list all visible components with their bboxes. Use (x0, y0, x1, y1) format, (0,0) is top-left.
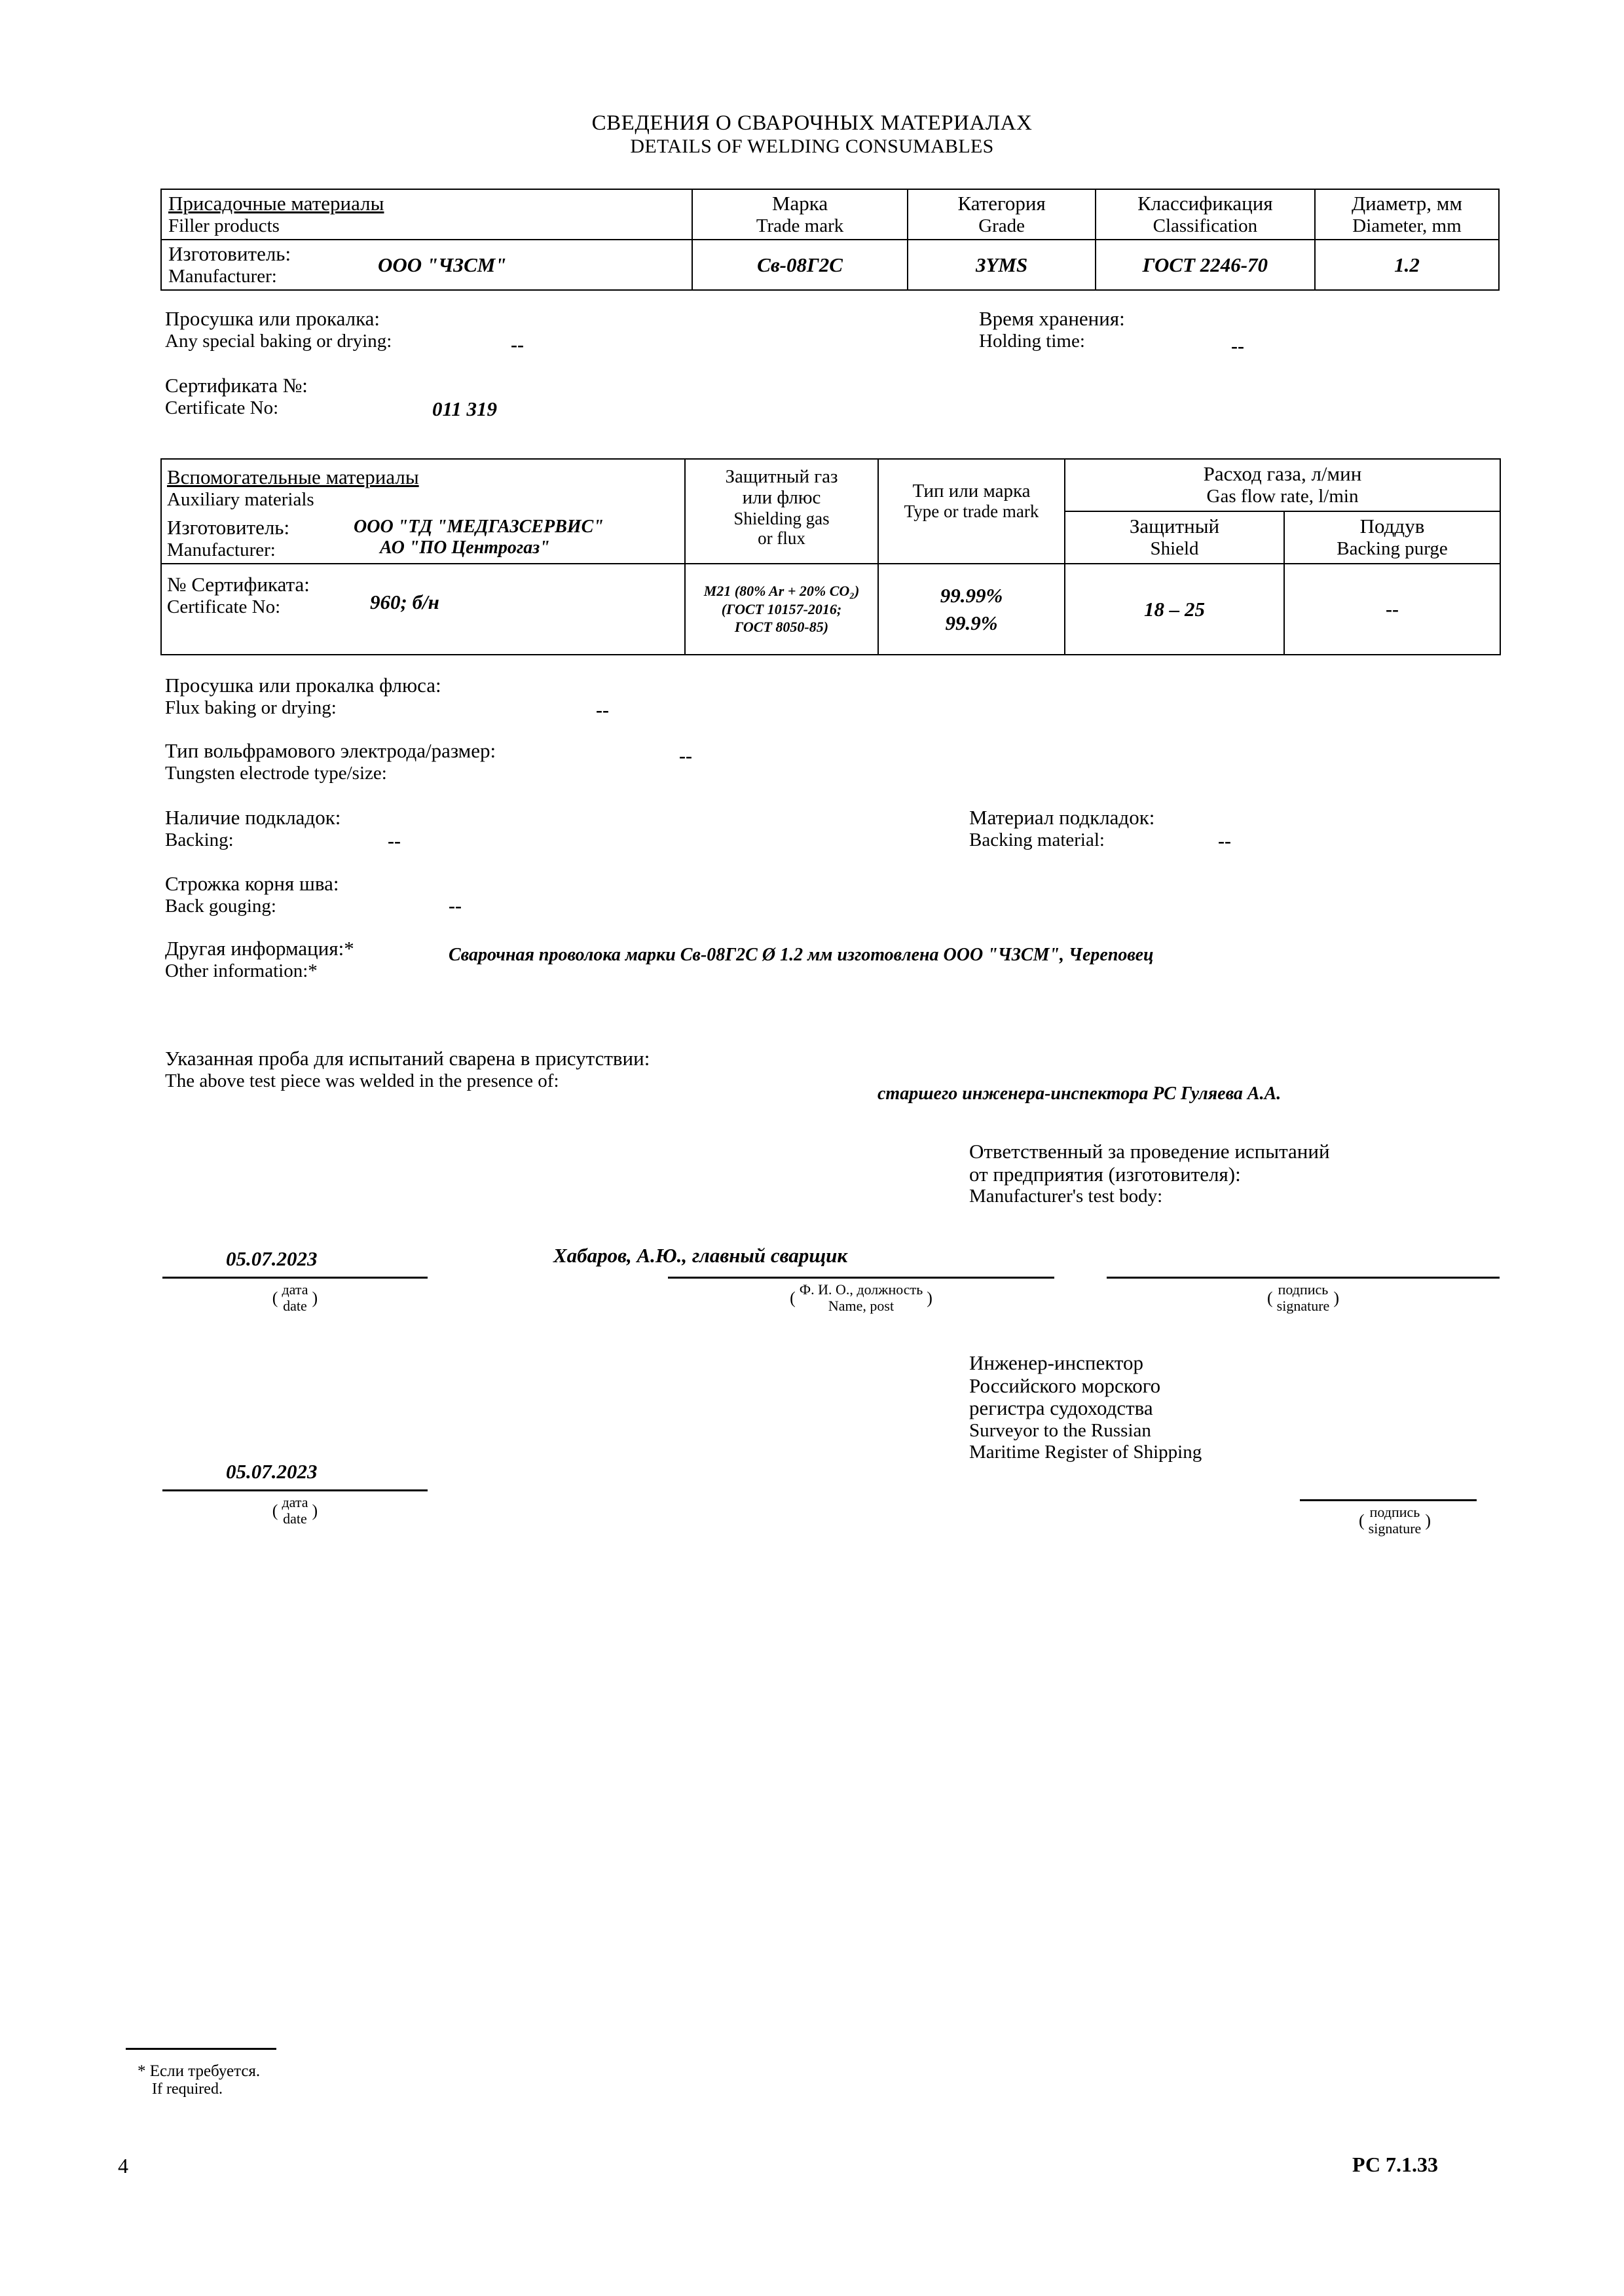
holding-time-value: -- (1231, 335, 1244, 357)
back-gouging-en: Back gouging: (165, 895, 276, 917)
shield-en: Shield (1150, 538, 1199, 560)
grade-value: 3YMS (975, 253, 1028, 276)
manufacturer-ru: Изготовитель: (168, 242, 291, 266)
cell-grade-header (908, 189, 1095, 240)
aux-manufacturer-en: Manufacturer: (167, 539, 276, 560)
cell-classification-header (1096, 189, 1315, 240)
surveyor-en-1: Surveyor to the Russian (969, 1420, 1151, 1442)
flux-baking-label (165, 674, 441, 718)
tungsten-electrode-label (165, 740, 496, 784)
certificate-no-1-label (165, 374, 308, 418)
type-value-2: 99.9% (945, 611, 998, 634)
flux-baking-ru: Просушка или прокалка флюса: (165, 674, 441, 697)
table-row (161, 459, 1500, 511)
responsible-en: Manufacturer's test body: (969, 1186, 1163, 1207)
table-row (161, 189, 1499, 240)
cell-backing-purge-value (1284, 564, 1500, 655)
page-title (0, 111, 1624, 158)
responsible-ru-1: Ответственный за проведение испытаний (969, 1140, 1330, 1163)
aux-certificate-value: 960; б/н (370, 591, 439, 613)
grade-en: Grade (978, 215, 1025, 236)
signature-date-2-rule (162, 1489, 428, 1491)
signature-2-caption: ( подпись signature ) (1359, 1504, 1431, 1537)
certificate-no-1-ru: Сертификата №: (165, 374, 308, 397)
shielding-gas-en-1: Shielding gas (733, 508, 830, 528)
cell-aux-certificate (161, 564, 685, 655)
gas-flow-en: Gas flow rate, l/min (1206, 486, 1359, 507)
certificate-no-1-en: Certificate No: (165, 397, 279, 418)
flux-baking-value: -- (596, 699, 609, 721)
backing-material-label (969, 807, 1154, 850)
cell-type-values (878, 564, 1065, 655)
shield-value: 18 – 25 (1144, 597, 1205, 621)
witness-label (165, 1048, 650, 1091)
cell-type-header (878, 459, 1065, 564)
tungsten-electrode-en: Tungsten electrode type/size: (165, 762, 387, 784)
gas-composition-line-1: M21 (80% Ar + 20% CO₂) (703, 583, 860, 600)
signature-name-caption: ( Ф. И. О., должность Name, post ) (790, 1281, 932, 1314)
signature-1-caption: ( подпись signature ) (1267, 1281, 1339, 1314)
signature-date-1-caption: ( дата date ) (272, 1281, 318, 1314)
manufacturer-value: ООО "ЧЗСМ" (378, 253, 507, 276)
title-ru: СВЕДЕНИЯ О СВАРОЧНЫХ МАТЕРИАЛАХ (591, 111, 1033, 135)
aux-certificate-ru: № Сертификата: (167, 573, 310, 596)
other-information-label (165, 938, 354, 981)
classification-value: ГОСТ 2246-70 (1142, 253, 1268, 276)
type-trademark-en: Type or trade mark (904, 501, 1039, 522)
gas-composition-line-3: ГОСТ 8050-85) (734, 619, 829, 636)
cell-grade-value (908, 240, 1095, 290)
baking-value: -- (511, 334, 524, 355)
cell-aux-materials (161, 459, 685, 564)
table-row (161, 240, 1499, 290)
certificate-no-1-value: 011 319 (432, 397, 498, 420)
tungsten-electrode-value: -- (679, 745, 692, 767)
witness-label-ru: Указанная проба для испытаний сварена в присутствии: (165, 1047, 650, 1070)
holding-time-label (979, 308, 1125, 352)
backing-purge-ru: Поддув (1359, 515, 1425, 538)
baking-label-ru: Просушка или прокалка: (165, 307, 380, 330)
cell-shield-header (1065, 511, 1284, 564)
back-gouging-value: -- (449, 895, 462, 917)
aux-certificate-en: Certificate No: (167, 596, 281, 617)
aux-manufacturer-value-2: АО "ПО Центрогаз" (380, 538, 550, 558)
trademark-en: Trade mark (756, 215, 844, 236)
trademark-ru: Марка (771, 192, 828, 215)
cell-classification-value (1096, 240, 1315, 290)
holding-time-en: Holding time: (979, 330, 1085, 352)
filler-products-en: Filler products (168, 215, 280, 236)
filler-products-table (160, 189, 1500, 291)
other-information-ru: Другая информация:* (165, 937, 354, 960)
cell-gas-flow-header (1065, 459, 1500, 511)
surveyor-ru-1: Инженер-инспектор (969, 1351, 1143, 1374)
backing-material-value: -- (1218, 830, 1231, 852)
footnote-rule (126, 2048, 276, 2050)
signature-date-2-value: 05.07.2023 (226, 1460, 318, 1483)
signature-date-1-rule (162, 1277, 428, 1279)
cell-gas-composition (685, 564, 878, 655)
page-number: 4 (118, 2154, 128, 2178)
signature-date-2-caption: ( дата date ) (272, 1494, 318, 1527)
backing-purge-en: Backing purge (1337, 538, 1448, 560)
shielding-gas-en-2: or flux (758, 528, 805, 549)
aux-materials-ru: Вспомогательные материалы (167, 465, 419, 488)
baking-label-en: Any special baking or drying: (165, 330, 392, 352)
footnote (138, 2062, 260, 2098)
aux-manufacturer-ru: Изготовитель: (167, 516, 290, 539)
backing-value: -- (388, 830, 401, 852)
signature-date-1-value: 05.07.2023 (226, 1247, 318, 1270)
back-gouging-ru: Строжка корня шва: (165, 872, 339, 895)
classification-ru: Классификация (1137, 192, 1273, 215)
holding-time-ru: Время хранения: (979, 307, 1125, 330)
shielding-gas-ru-2: или флюс (742, 487, 821, 509)
tungsten-electrode-ru: Тип вольфрамового электрода/размер: (165, 739, 496, 762)
cell-diameter-header (1315, 189, 1499, 240)
surveyor-ru-3: регистра судоходства (969, 1396, 1153, 1420)
classification-en: Classification (1153, 215, 1258, 236)
cell-shielding-gas-header (685, 459, 878, 564)
shielding-gas-ru-1: Защитный газ (725, 466, 838, 487)
diameter-en: Diameter, mm (1352, 215, 1462, 236)
surveyor-en-2: Maritime Register of Shipping (969, 1441, 1202, 1463)
cell-trademark-value (692, 240, 908, 290)
cell-filler-products (161, 189, 692, 240)
signature-name-value: Хабаров, А.Ю., главный сварщик (553, 1244, 848, 1267)
responsible-ru-2: от предприятия (изготовителя): (969, 1162, 1241, 1186)
back-gouging-label (165, 873, 339, 917)
auxiliary-materials-table (160, 458, 1501, 655)
witness-label-en: The above test piece was welded in the presence of: (165, 1070, 559, 1091)
baking-label (165, 308, 392, 352)
signature-name-rule (668, 1277, 1054, 1279)
trademark-value: Св-08Г2С (757, 253, 843, 276)
footnote-en: If required. (152, 2081, 223, 2098)
backing-purge-value: -- (1386, 598, 1399, 620)
cell-backing-purge-header (1284, 511, 1500, 564)
surveyor-ru-2: Российского морского (969, 1374, 1161, 1397)
cell-trademark-header (692, 189, 908, 240)
grade-ru: Категория (957, 192, 1046, 215)
form-number: РС 7.1.33 (1352, 2153, 1439, 2176)
diameter-value: 1.2 (1394, 253, 1420, 276)
shield-ru: Защитный (1129, 515, 1220, 538)
witness-value: старшего инженера-инспектора РС Гуляева А.А. (877, 1084, 1282, 1104)
other-information-value: Сварочная проволока марки Св-08Г2С Ø 1.2 мм изготовлена ООО "ЧЗСМ", Череповец (449, 945, 1154, 965)
cell-diameter-value (1315, 240, 1499, 290)
backing-material-ru: Материал подкладок: (969, 806, 1155, 829)
diameter-ru: Диаметр, мм (1351, 192, 1462, 215)
flux-baking-en: Flux baking or drying: (165, 697, 337, 718)
table-row (161, 564, 1500, 655)
signature-1-rule (1107, 1277, 1500, 1279)
filler-products-ru: Присадочные материалы (168, 192, 384, 215)
aux-materials-en: Auxiliary materials (167, 488, 314, 510)
footnote-ru: * Если требуется. (138, 2062, 261, 2080)
gas-composition-line-2: (ГОСТ 10157-2016; (721, 600, 842, 617)
type-trademark-ru: Тип или марка (912, 481, 1031, 501)
manufacturer-en: Manufacturer: (168, 265, 277, 287)
type-value-1: 99.99% (940, 583, 1003, 607)
other-information-en: Other information:* (165, 960, 318, 981)
cell-shield-value (1065, 564, 1284, 655)
backing-label (165, 807, 341, 850)
backing-en: Backing: (165, 829, 234, 850)
signature-2-rule (1300, 1499, 1477, 1501)
gas-flow-ru: Расход газа, л/мин (1203, 462, 1362, 486)
title-en: DETAILS OF WELDING CONSUMABLES (630, 135, 994, 157)
responsible-body (969, 1140, 1330, 1207)
aux-manufacturer-value-1: ООО "ТД "МЕДГАЗСЕРВИС" (354, 517, 604, 538)
cell-manufacturer (161, 240, 692, 290)
backing-material-en: Backing material: (969, 829, 1105, 850)
backing-ru: Наличие подкладок: (165, 806, 341, 829)
surveyor-block (969, 1352, 1202, 1463)
